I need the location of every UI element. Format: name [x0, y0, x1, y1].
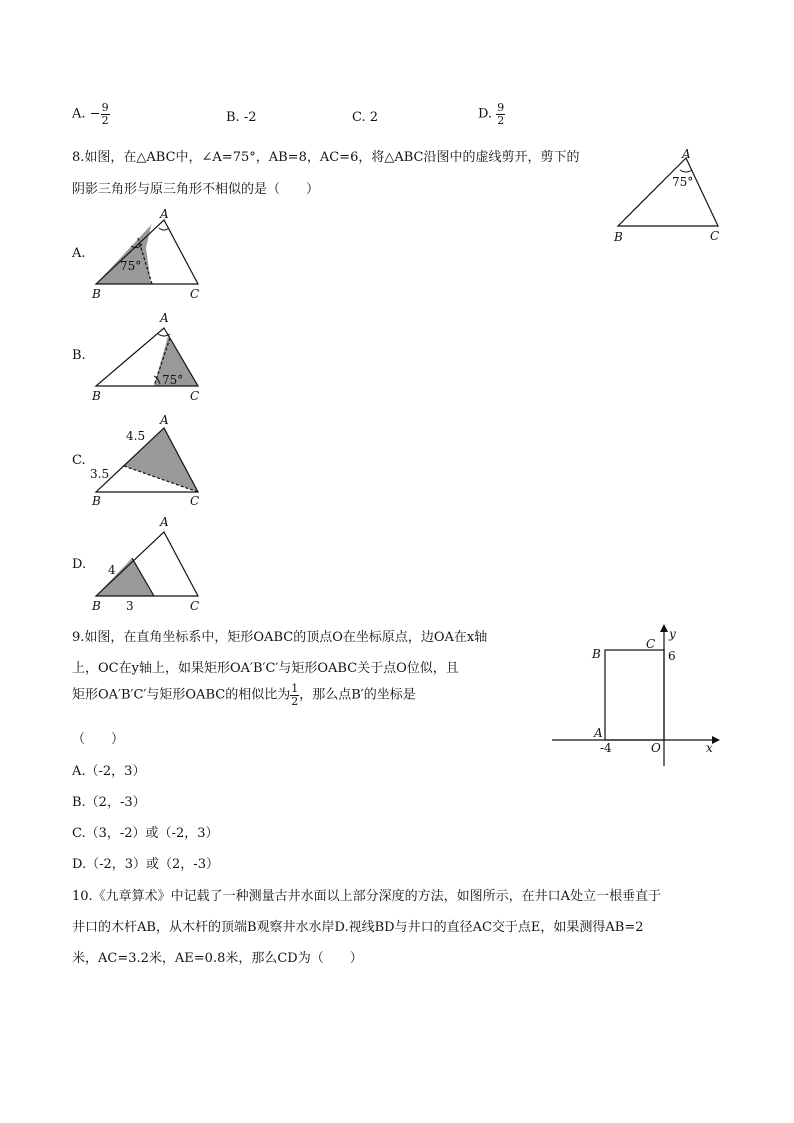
fraction-denominator: 2 [101, 113, 109, 127]
q9-option-a: A.（-2，3） [72, 764, 146, 779]
q8-option-c-letter: C. [72, 453, 86, 468]
q9-option-d: D.（-2，3）或（2，-3） [72, 857, 219, 872]
vertex-label-b: B [92, 599, 101, 613]
tick-label-neg4: -4 [600, 741, 612, 755]
length-label-2: 3 [126, 599, 134, 613]
vertex-label-c: C [190, 599, 200, 613]
angle-label: 75° [120, 259, 142, 273]
vertex-label-a: A [160, 207, 169, 221]
q8-stem-line1: 8.如图，在△ABC中，∠A=75°，AB=8，AC=6，将△ABC沿图中的虚线剪开，剪下的 [72, 150, 580, 165]
q9-stem-line3-pre: 矩形OA′B′C′与矩形OABC的相似比为 [72, 687, 291, 703]
q9-option-b: B.（2，-3） [72, 795, 146, 810]
q9-stem-line3 [72, 683, 416, 707]
fraction-numerator: 9 [101, 101, 109, 114]
vertex-label-c: C [190, 287, 200, 301]
q8-option-b-figure [88, 306, 218, 404]
q7-option-d-fraction [496, 102, 505, 126]
vertex-label-c: C [190, 494, 200, 508]
vertex-label-a: A [160, 515, 169, 529]
q8-option-d-figure [88, 512, 218, 614]
origin-label: O [651, 741, 661, 755]
q7-option-a-letter: A. [72, 106, 86, 122]
q8-option-c-figure [88, 410, 218, 510]
point-label-b: B [592, 647, 601, 661]
shaded-triangle [96, 558, 154, 596]
vertex-label-c: C [190, 389, 200, 403]
y-axis-label: y [669, 627, 676, 641]
q10-stem-line2: 井口的木杆AB，从木杆的顶端B观察井水水岸D.视线BD与井口的直径AC交于点E，如果测得AB=2 [72, 920, 644, 935]
vertex-label-a: A [160, 413, 169, 427]
q9-stem-line1: 9.如图，在直角坐标系中，矩形OABC的顶点O在坐标原点，边OA在x轴 [72, 630, 488, 645]
rectangle-oabc [605, 650, 664, 740]
y-axis-arrow-icon [660, 624, 668, 632]
q8-option-b-letter: B. [72, 348, 86, 363]
q9-stem-line4: （ ） [72, 732, 125, 747]
angle-arc [680, 170, 692, 172]
fraction-denominator: 2 [291, 694, 299, 708]
vertex-label-a: A [160, 311, 169, 325]
vertex-label-a: A [682, 147, 691, 161]
q7-option-a-fraction [101, 102, 110, 126]
q9-stem-line2: 上，OC在y轴上，如果矩形OA′B′C′与矩形OABC关于点O位似，且 [72, 661, 459, 676]
q7-option-d-letter: D. [478, 106, 493, 122]
vertex-label-b: B [614, 230, 623, 244]
q7-option-c: C. 2 [352, 110, 379, 125]
tick-label-6: 6 [668, 649, 676, 663]
fraction-numerator: 9 [497, 101, 505, 114]
q8-option-d-letter: D. [72, 557, 87, 572]
shaded-triangle [96, 224, 152, 284]
q9-ratio-fraction [290, 683, 299, 707]
point-label-a: A [594, 726, 603, 740]
q9-stem-line3-post: ，那么点B′的坐标是 [299, 687, 416, 703]
q8-stem-line2: 阴影三角形与原三角形不相似的是（ ） [72, 182, 320, 197]
q10-stem-line3: 米，AC=3.2米，AE=0.8米，那么CD为（ ） [72, 951, 363, 966]
triangle-abc [618, 158, 718, 226]
length-label-1: 4 [108, 563, 116, 577]
q7-option-a [72, 102, 110, 126]
length-label-1: 4.5 [126, 429, 146, 443]
point-label-c: C [646, 637, 656, 651]
q7-option-b: B. -2 [226, 110, 257, 125]
x-axis-label: x [706, 741, 713, 755]
q7-option-a-minus: − [89, 106, 101, 122]
q7-option-d [478, 102, 505, 126]
length-label-2: 3.5 [90, 467, 110, 481]
vertex-label-b: B [92, 287, 101, 301]
x-axis-arrow-icon [712, 736, 720, 744]
vertex-label-b: B [92, 389, 101, 403]
vertex-label-b: B [92, 494, 101, 508]
fraction-numerator: 1 [291, 682, 299, 695]
q8-main-figure [610, 146, 730, 246]
angle-label: 75° [672, 175, 694, 189]
q8-option-a-letter: A. [72, 246, 86, 261]
angle-arc-top [159, 228, 169, 230]
q9-coordinate-figure [548, 620, 728, 770]
fraction-denominator: 2 [497, 113, 505, 127]
q10-stem-line1: 10.《九章算术》中记载了一种测量古井水面以上部分深度的方法，如图所示，在井口A处立一根垂直于 [72, 889, 662, 904]
angle-label: 75° [162, 373, 184, 387]
vertex-label-c: C [710, 229, 720, 243]
q9-option-c: C.（3，-2）或（-2，3） [72, 826, 219, 841]
q8-option-a-figure [88, 204, 218, 302]
